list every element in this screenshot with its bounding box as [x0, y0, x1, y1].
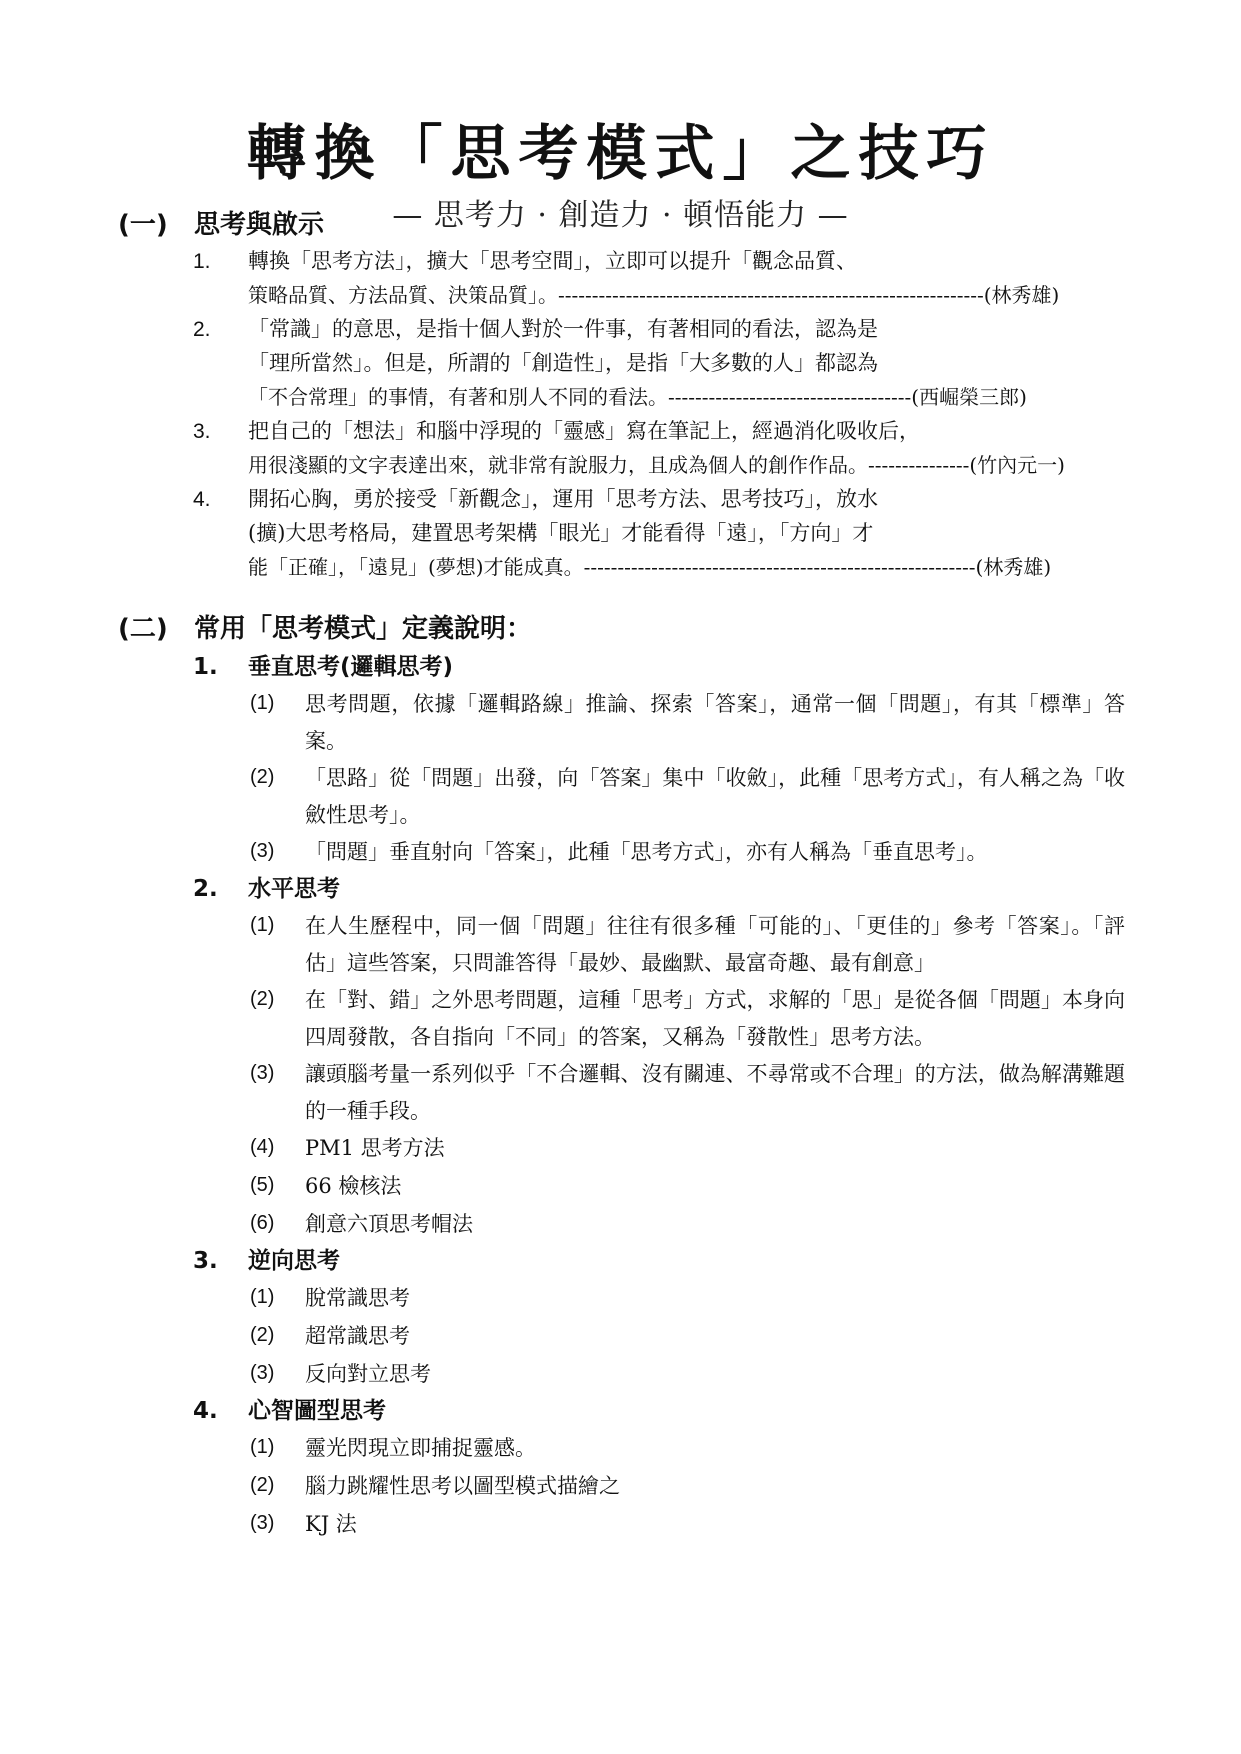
section-title: 常用「思考模式」定義說明： [194, 614, 533, 644]
section-number: (一) [118, 210, 168, 240]
section-1-heading [118, 208, 324, 242]
item-text: 超常識思考 [305, 1324, 410, 1348]
quote-line: 轉換「思考方法」，擴大「思考空間」，立即可以提升「觀念品質、 [248, 249, 857, 273]
section-title: 思考與啟示 [194, 210, 325, 240]
item-text: 66 檢核法 [305, 1174, 402, 1198]
section-2-heading [118, 612, 532, 646]
item-text: 腦力跳耀性思考以圖型模式描繪之 [305, 1474, 620, 1498]
quote-line: 策略品質、方法品質、決策品質」。---------------------------------------------------------------(林秀雄) [248, 283, 1060, 307]
quote-number: 2. [193, 318, 211, 341]
item-number: (3) [250, 1062, 275, 1084]
item-number: (4) [250, 1136, 275, 1158]
item-text: 思考問題，依據「邏輯路線」推論、探索「答案」，通常一個「問題」，有其「標準」答案。 [305, 692, 1125, 753]
item-text: 脫常識思考 [305, 1286, 410, 1310]
item-number: (3) [250, 1362, 275, 1384]
item-number: (1) [250, 1286, 275, 1308]
quote-line: 「理所當然」。但是，所謂的「創造性」，是指「大多數的人」都認為 [248, 351, 878, 375]
quote-line: (擴)大思考格局，建置思考架構「眼光」才能看得「遠」，「方向」才 [248, 521, 874, 545]
item-number: (3) [250, 1512, 275, 1534]
item-text: 「問題」垂直射向「答案」，此種「思考方式」，亦有人稱為「垂直思考」。 [305, 840, 988, 864]
page-subtitle: — 思考力 · 創造力 · 頓悟能力 — [392, 198, 849, 233]
item-number: (1) [250, 914, 275, 936]
quote-line: 把自己的「想法」和腦中浮現的「靈感」寫在筆記上，經過消化吸收后， [248, 419, 920, 443]
quote-line: 用很淺顯的文字表達出來，就非常有說服力，且成為個人的創作作品。---------------(竹內元一) [248, 453, 1065, 477]
item-number: (1) [250, 692, 275, 714]
quote-line: 能「正確」，「遠見」(夢想)才能成真。----------------------------------------------------------(林秀雄) [248, 555, 1052, 579]
item-number: (2) [250, 1474, 275, 1496]
item-number: (1) [250, 1436, 275, 1458]
item-text: 在「對、錯」之外思考問題，這種「思考」方式，求解的「思」是從各個「問題」本身向四周發散，各自指向「不同」的答案，又稱為「發散性」思考方法。 [305, 988, 1125, 1049]
item-text: 「思路」從「問題」出發，向「答案」集中「收斂」，此種「思考方式」，有人稱之為「收斂性思考」。 [305, 766, 1125, 827]
item-number: (5) [250, 1174, 275, 1196]
page-title: 轉換「思考模式」之技巧 [246, 119, 995, 189]
subsection-heading: 4. 心智圖型思考 [193, 1398, 386, 1424]
item-text: 靈光閃現立即捕捉靈感。 [305, 1436, 536, 1460]
subsection-heading: 3. 逆向思考 [193, 1248, 340, 1274]
quote-line: 開拓心胸，勇於接受「新觀念」，運用「思考方法、思考技巧」，放水 [248, 487, 878, 511]
quote-number: 1. [193, 250, 211, 273]
item-number: (3) [250, 840, 275, 862]
quote-number: 3. [193, 420, 211, 443]
item-text: KJ 法 [305, 1512, 357, 1536]
item-number: (2) [250, 988, 275, 1010]
subsection-heading: 1. 垂直思考(邏輯思考) [193, 654, 454, 680]
item-text: 讓頭腦考量一系列似乎「不合邏輯、沒有關連、不尋常或不合理」的方法，做為解溝難題的一種手段。 [305, 1062, 1125, 1123]
section-number: (二) [118, 614, 168, 644]
quote-line: 「不合常理」的事情，有著和別人不同的看法。------------------------------------(西崛榮三郎) [248, 385, 1027, 409]
item-text: 創意六頂思考帽法 [305, 1212, 473, 1236]
subsection-heading: 2. 水平思考 [193, 876, 340, 902]
quote-number: 4. [193, 488, 211, 511]
item-number: (2) [250, 1324, 275, 1346]
item-text: PM1 思考方法 [305, 1136, 445, 1160]
quote-line: 「常識」的意思，是指十個人對於一件事，有著相同的看法，認為是 [248, 317, 878, 341]
item-number: (6) [250, 1212, 275, 1234]
item-number: (2) [250, 766, 275, 788]
item-text: 反向對立思考 [305, 1362, 431, 1386]
item-text: 在人生歷程中，同一個「問題」往往有很多種「可能的」、「更佳的」參考「答案」。「評估」這些答案，只問誰答得「最妙、最幽默、最富奇趣、最有創意」 [305, 914, 1125, 975]
